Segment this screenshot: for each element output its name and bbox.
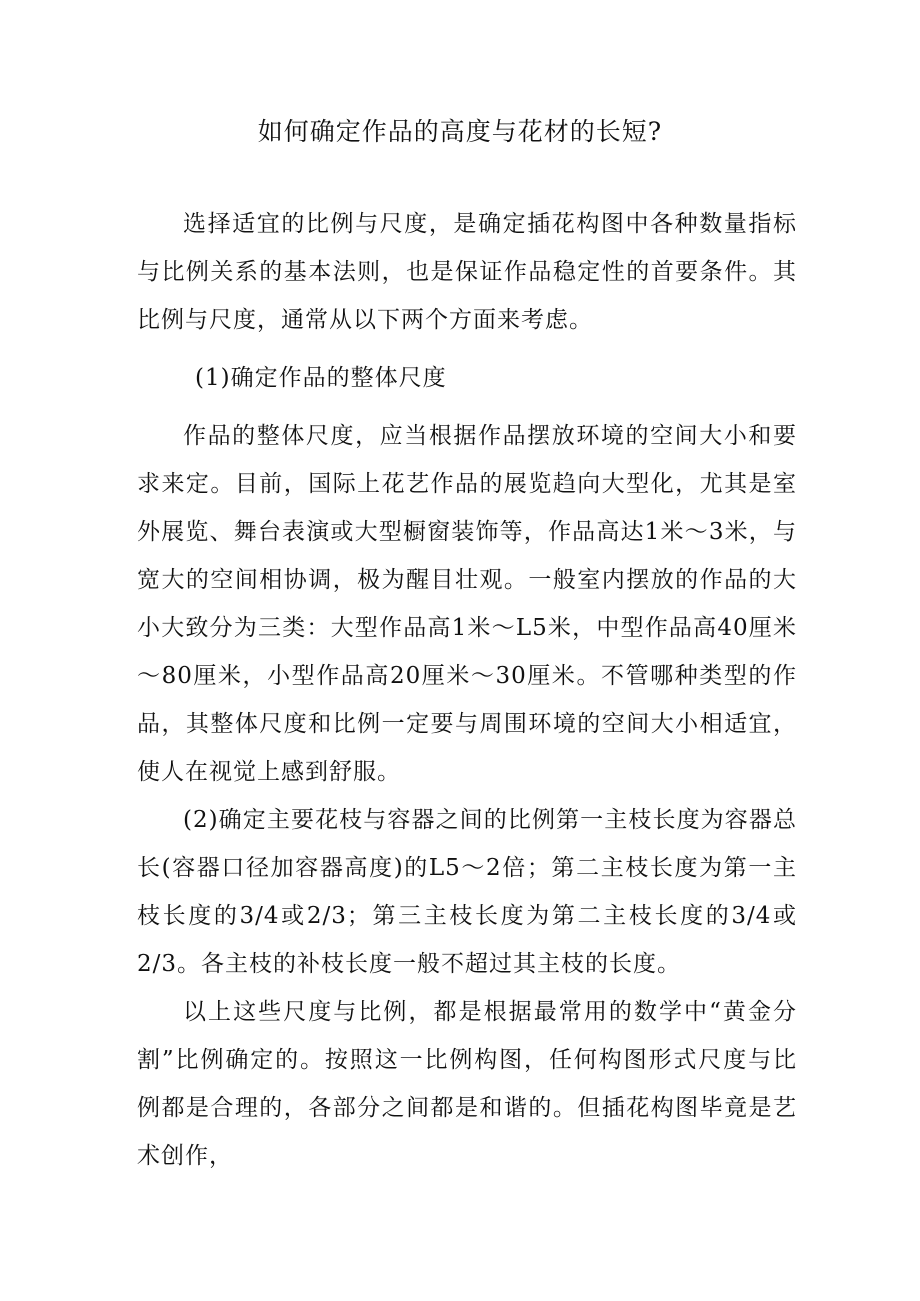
paragraph-branch-ratio: (2)确定主要花枝与容器之间的比例第一主枝长度为容器总长(容器口径加容器高度)的L5～2倍；第二主枝长度为第一主枝长度的3/4或2/3；第三主枝长度为第二主枝长度的3/4或2/3。各主枝的补枝长度一般不超过其主枝的长度。 bbox=[137, 807, 797, 977]
paragraph-gap bbox=[137, 344, 797, 354]
paragraph-gap bbox=[137, 402, 797, 412]
paragraph-intro: 选择适宜的比例与尺度，是确定插花构图中各种数量指标与比例关系的基本法则，也是保证作品稳定性的首要条件。其比例与尺度，通常从以下两个方面来考虑。 bbox=[137, 211, 797, 333]
section-heading-1: (1)确定作品的整体尺度 bbox=[195, 365, 447, 391]
document-title: 如何确定作品的高度与花材的长短? bbox=[257, 117, 663, 146]
paragraph-golden-ratio: 以上这些尺度与比例，都是根据最常用的数学中“黄金分割”比例确定的。按照这一比例构图，任何构图形式尺度与比例都是合理的，各部分之间都是和谐的。但插花构图毕竟是艺术创作， bbox=[137, 999, 797, 1169]
document-body bbox=[137, 200, 797, 1180]
paragraph-overall-scale: 作品的整体尺度，应当根据作品摆放环境的空间大小和要求来定。目前，国际上花艺作品的展览趋向大型化，尤其是室外展览、舞台表演或大型橱窗装饰等，作品高达1米～3米，与宽大的空间相协调，极为醒目壮观。一般室内摆放的作品的大小大致分为三类：大型作品高1米～L5米，中型作品高40厘米～80厘米，小型作品高20厘米～30厘米。不管哪种类型的作品，其整体尺度和比例一定要与周围环境的空间大小相适宜，使人在视觉上感到舒服。 bbox=[137, 423, 797, 785]
